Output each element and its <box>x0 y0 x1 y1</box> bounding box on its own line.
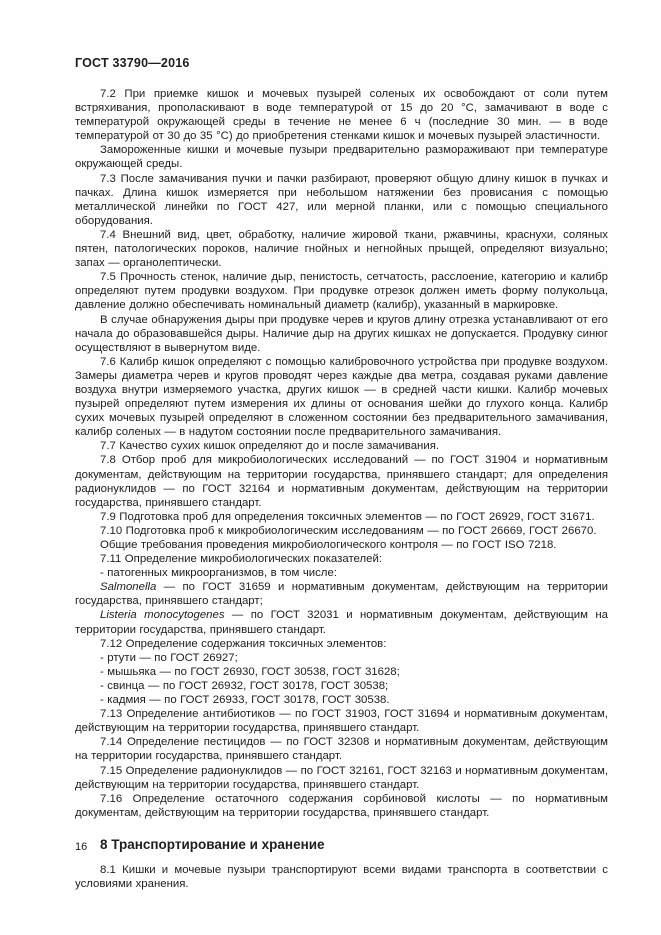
paragraph <box>75 580 608 608</box>
text-run: 7.7 Качество сухих кишок определяют до и после замачивания. <box>100 440 440 453</box>
list-item <box>75 566 608 580</box>
text-run: В случае обнаружения дыры при продувке черев и кругов длину отрезка устанавливают от его начала до образовавшейся дыры. Наличие дыр на других кишках не допускается. Продувку синюг осуществляют в вывернутом виде. <box>75 313 608 354</box>
text-run: 7.5 Прочность стенок, наличие дыр, пенистость, сетчатость, расслоение, категорию и калибр определяют путем продувки воздухом. При продувке отрезок должен иметь форму полукольца, давление должно обеспечивать номинальный диаметр (калибр), указанный в маркировке. <box>75 271 608 312</box>
text-run: 7.16 Определение остаточного содержания сорбиновой кислоты — по нормативным документам, действующим на территории государства, принявшего стандарт. <box>75 792 608 819</box>
page-number: 16 <box>75 841 88 853</box>
paragraph <box>75 637 608 651</box>
list-item <box>75 679 608 693</box>
text-run: - свинца — по ГОСТ 26932, ГОСТ 30178, ГОСТ 30538; <box>100 679 389 692</box>
paragraphs-container <box>75 87 608 891</box>
text-run: 7.2 При приемке кишок и мочевых пузырей соленых их освобождают от соли путем встряхивания, прополаскивают в воде температурой от 15 до 20 °С, замачивают в воде с температурой окружающей среды в течение не менее 6 ч (последние 30 мин. — в воде температурой от 30 до 35 °С) до приобретения стенками кишок и мочевых пузырей эластичности. <box>75 88 608 143</box>
text-run: 7.9 Подготовка проб для определения токсичных элементов — по ГОСТ 26929, ГОСТ 31671. <box>100 510 595 523</box>
text-run: 8.1 Кишки и мочевые пузыри транспортируют всеми видами транспорта в соответствии с условиями хранения. <box>75 863 608 890</box>
text-run: 7.15 Определение радионуклидов — по ГОСТ 32161, ГОСТ 32163 и нормативным документам, действующим на территории государства, принявшего стандарт. <box>75 764 608 791</box>
paragraph <box>75 552 608 566</box>
text-run: - мышьяка — по ГОСТ 26930, ГОСТ 30538, ГОСТ 31628; <box>100 665 400 678</box>
list-item <box>75 693 608 707</box>
section-heading <box>75 837 608 852</box>
list-item <box>75 651 608 665</box>
text-run: - кадмия — по ГОСТ 26933, ГОСТ 30178, ГОСТ 30538. <box>100 694 390 707</box>
paragraph <box>75 270 608 312</box>
text-run: - ртути — по ГОСТ 26927; <box>100 651 238 664</box>
text-run: - патогенных микроорганизмов, в том числе: <box>100 567 337 580</box>
text-run: 8 Транспортирование и хранение <box>100 836 325 852</box>
text-run: — по ГОСТ 31659 и нормативным документам, действующим на территории государства, принявшего стандарт; <box>75 581 608 608</box>
paragraph <box>75 735 608 763</box>
paragraph <box>75 538 608 552</box>
paragraph <box>75 355 608 440</box>
doc-number-header: ГОСТ 33790—2016 <box>75 56 190 70</box>
paragraph <box>75 764 608 792</box>
text-run: 7.4 Внешний вид, цвет, обработку, наличие жировой ткани, ржавчины, краснухи, соляных пятен, патологических пороков, наличие гнойных и негнойных прыщей, определяют визуально; запах — органолептически. <box>75 228 608 270</box>
list-item <box>75 665 608 679</box>
text-run: 7.10 Подготовка проб к микробиологическим исследованиям — по ГОСТ 26669, ГОСТ 26670. <box>100 524 597 537</box>
paragraph <box>75 453 608 509</box>
paragraph <box>75 228 608 270</box>
species-name-italic: Listeria monocytogenes <box>100 609 225 622</box>
paragraph <box>75 510 608 524</box>
text-run: 7.13 Определение антибиотиков — по ГОСТ 31903, ГОСТ 31694 и нормативным документам, действующим на территории государства, принявшего стандарт. <box>75 708 608 735</box>
paragraph <box>75 608 608 636</box>
paragraph <box>75 707 608 735</box>
paragraph <box>75 313 608 355</box>
text-run: 7.12 Определение содержания токсичных элементов: <box>100 637 387 650</box>
text-run: Общие требования проведения микробиологического контроля — по ГОСТ ISO 7218. <box>100 539 557 551</box>
text-run: 7.14 Определение пестицидов — по ГОСТ 32308 и нормативным документам, действующим на территории государства, принявшего стандарт. <box>75 736 608 763</box>
paragraph <box>75 87 608 143</box>
paragraph <box>75 863 608 891</box>
text-run: 7.3 После замачивания пучки и пачки разбирают, проверяют общую длину кишок в пучках и пачках. Длина кишок измеряется при небольшом натяжении без провисания с помощью металлической линейки по ГОСТ 427, или мерной планки, или с помощью специального оборудования. <box>75 172 608 227</box>
text-run: 7.8 Отбор проб для микробиологических исследований — по ГОСТ 31904 и нормативным документам, действующим на территории государства, принявшего стандарт; для определения радионуклидов — по ГОСТ 32164 и нормативным документам, действующим на территории государства, принявшего стандарт. <box>75 454 608 509</box>
paragraph <box>75 439 608 453</box>
text-run: — по ГОСТ 32031 и нормативным документам, действующим на территории государства, принявшего стандарт. <box>75 609 608 636</box>
species-name-italic: Salmonella <box>100 581 157 594</box>
paragraph <box>75 143 608 171</box>
text-run: Замороженные кишки и мочевые пузыри предварительно размораживают при температуре окружающей среды. <box>75 144 608 171</box>
text-run: 7.6 Калибр кишок определяют с помощью калибровочного устройства при продувке воздухом. Замеры диаметра черев и кругов проводят через каждые два метра, создавая руками давление воздуха внутри измеряемого участка, других кишок — в средней части кишки. Калибр мочевых пузырей определяют путем измерения их длины от основания шейки до глухого конца. Калибр сухих мочевых пузырей определяют в сложенном состоянии без предварительного замачивания, калибр соленых — в надутом состоянии после предварительного замачивания. <box>75 355 608 439</box>
paragraph <box>75 524 608 538</box>
paragraph <box>75 172 608 228</box>
paragraph <box>75 792 608 820</box>
text-run: 7.11 Определение микробиологических показателей: <box>100 553 382 566</box>
document-content <box>75 56 608 891</box>
